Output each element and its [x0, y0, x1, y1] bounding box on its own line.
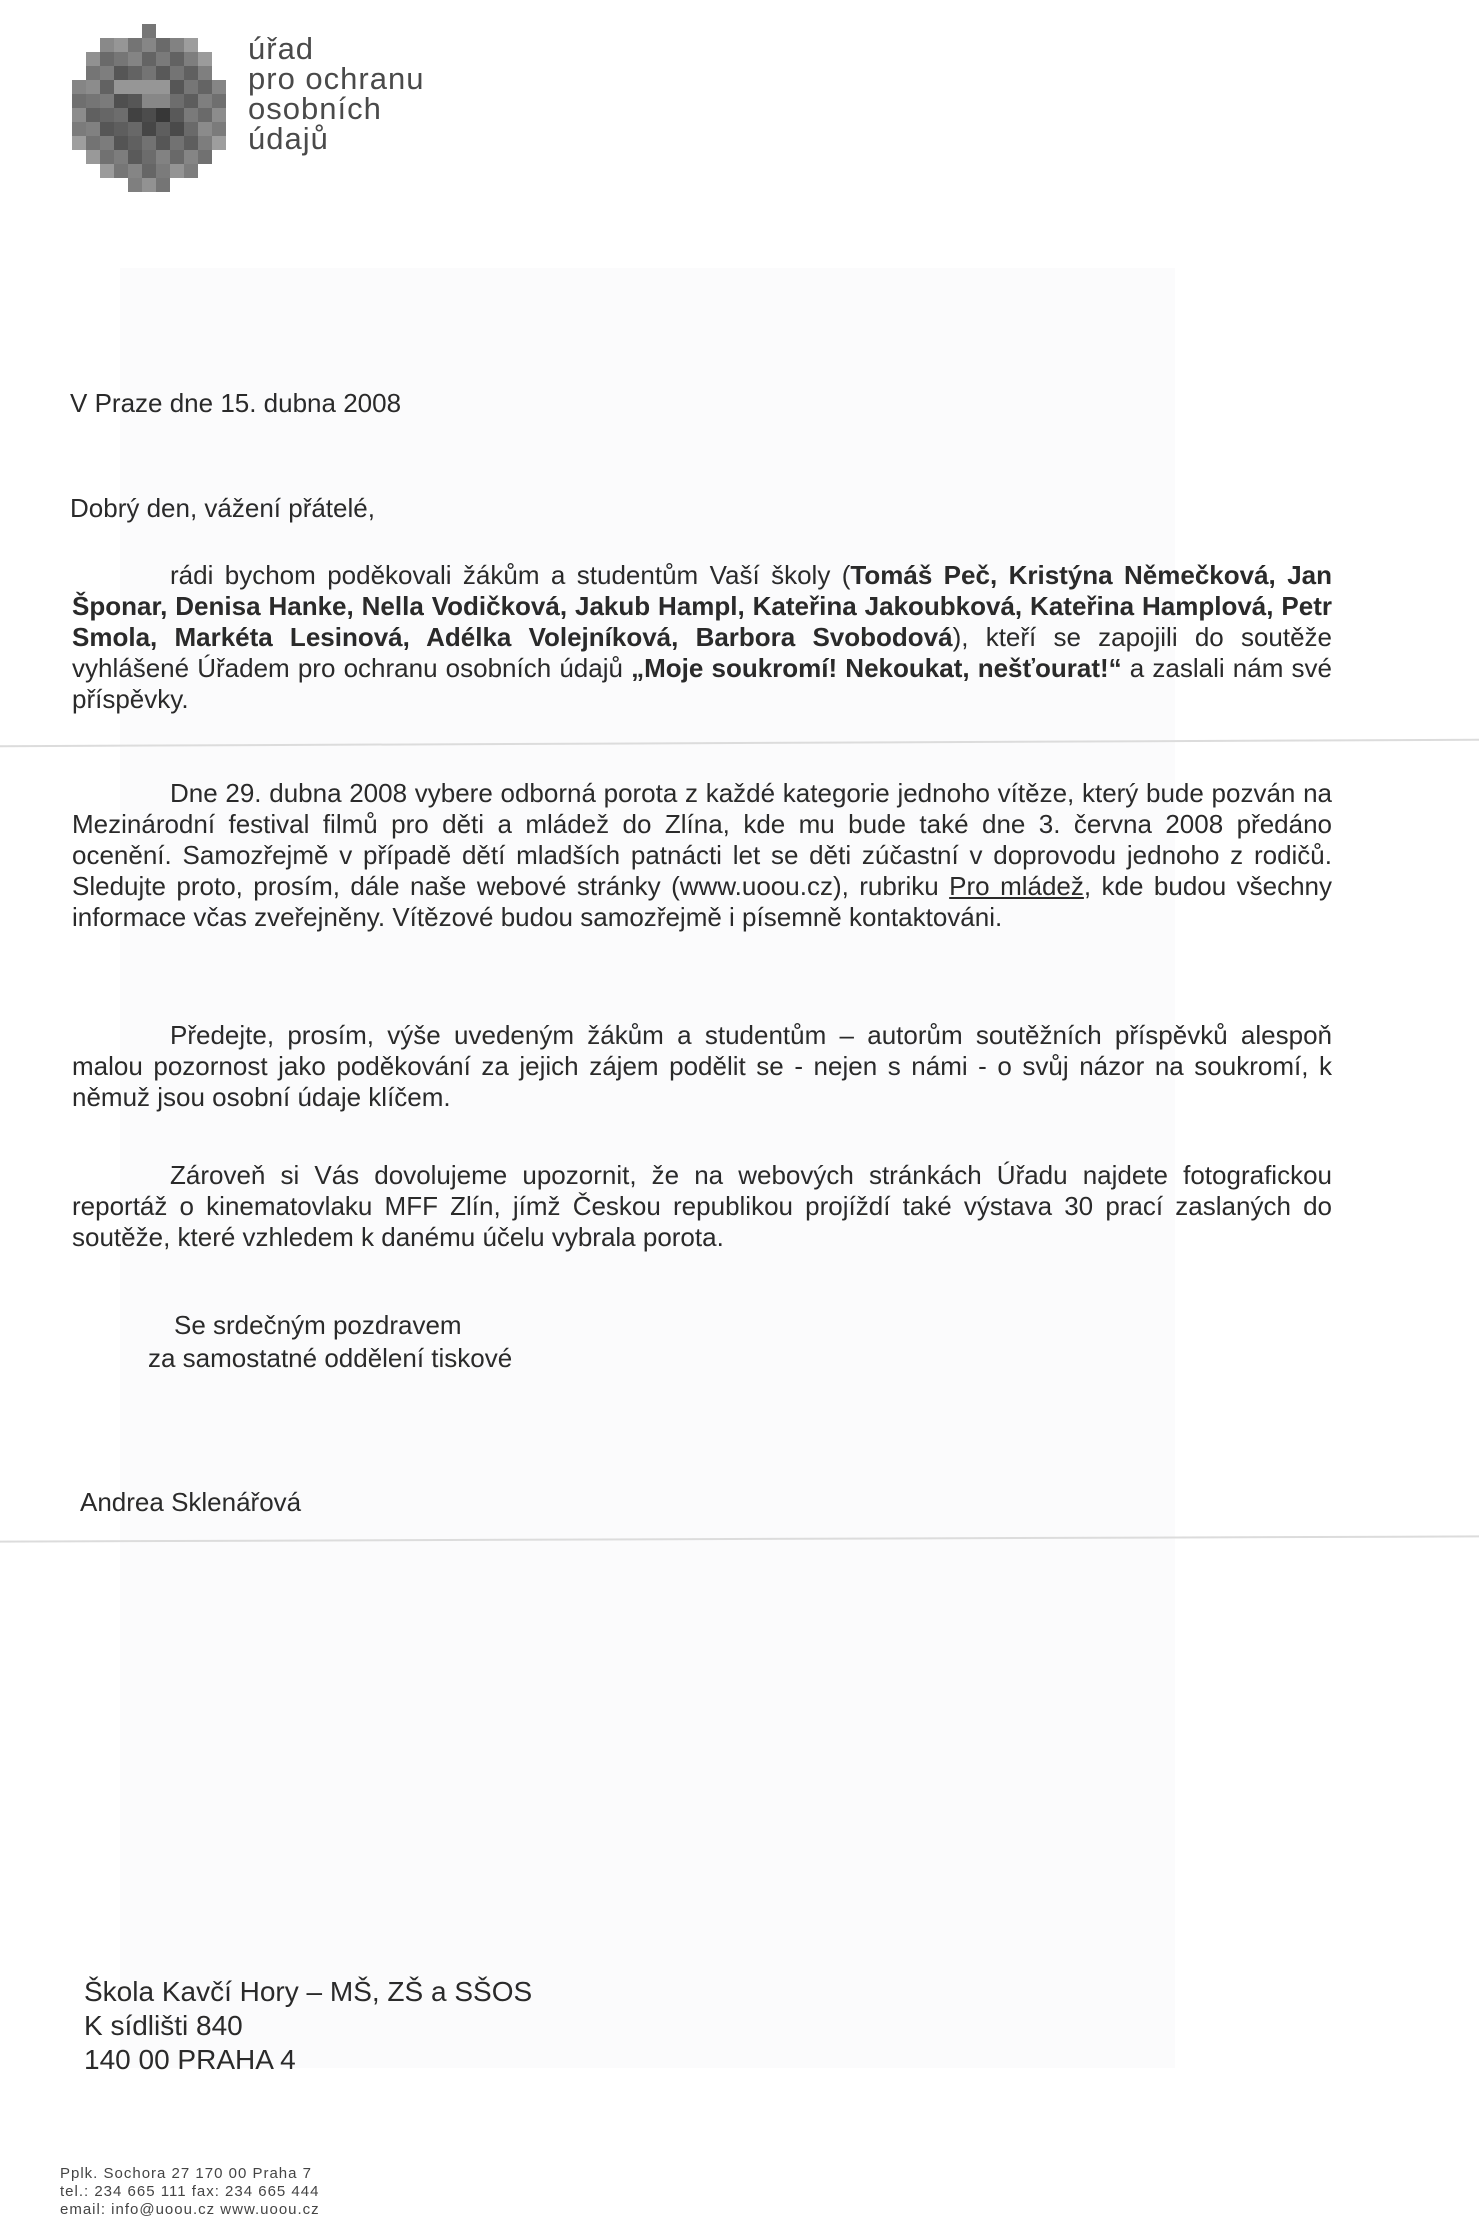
student-names: Tomáš Peč, Kristýna Němečková, Jan Šponar, Denisa Hanke, Nella Vodičková, Jakub Hampl, Kateřina Jakoubková, Kateřina Hamplová, Petr Smola, Markéta Lesinová, Adélka Volejníková, Barbora Svobodová [72, 560, 1332, 652]
closing-department: za samostatné oddělení tiskové [148, 1343, 513, 1373]
office-logo-icon [68, 22, 230, 194]
office-name-line: údajů [248, 121, 329, 156]
paragraph-jury [72, 778, 1332, 933]
paragraph-jury-end: , kde budou všechny informace včas zveřejněny. Vítězové budou samozřejmě i písemně kontaktováni. [72, 871, 1333, 932]
paragraph-thanks [72, 560, 1332, 715]
recipient-address [84, 1975, 532, 2077]
office-name [248, 31, 425, 156]
paragraph-exhibition: Zároveň si Vás dovolujeme upozornit, že na webových stránkách Úřadu najdete fotografickou reportáž o kinematovlaku MFF Zlín, jímž Českou republikou projíždí také výstava 30 prací zaslaných do soutěže, které vzhledem k danému účelu vybrala porota. [72, 1160, 1332, 1252]
office-name-line: úřad [248, 31, 315, 66]
recipient-street: K sídlišti 840 [84, 2010, 243, 2041]
greeting: Dobrý den, vážení přátelé, [70, 493, 375, 523]
footer-address: Pplk. Sochora 27 170 00 Praha 7 [60, 2165, 312, 2182]
date-line: V Praze dne 15. dubna 2008 [70, 388, 402, 418]
youth-section-link: Pro mládež [949, 871, 1084, 901]
paragraph-request: Předejte, prosím, výše uvedeným žákům a studentům – autorům soutěžních příspěvků alespoň malou pozornost jako poděkování za jejich zájem podělit se - nejen s námi - o svůj názor na soukromí, k němuž jsou osobní údaje klíčem. [72, 1020, 1332, 1112]
paragraph-thanks-middle: ), kteří se zapojili do soutěže vyhlášené Úřadem pro ochranu osobních údajů [72, 622, 1333, 683]
footer-phone: tel.: 234 665 111 fax: 234 665 444 [60, 2183, 320, 2200]
footer-contact [60, 2165, 320, 2219]
recipient-city: 140 00 PRAHA 4 [84, 2044, 296, 2075]
contest-name: „Moje soukromí! Nekoukat, nešťourat!“ [631, 653, 1122, 683]
footer-email-web: email: info@uoou.cz www.uoou.cz [60, 2201, 320, 2218]
paragraph-thanks-end: a zaslali nám své příspěvky. [72, 653, 1332, 714]
recipient-name: Škola Kavčí Hory – MŠ, ZŠ a SŠOS [84, 1976, 533, 2007]
office-name-line: osobních [248, 91, 382, 126]
closing-greeting: Se srdečným pozdravem [174, 1310, 462, 1340]
paragraph-jury-text: Dne 29. dubna 2008 vybere odborná porota z každé kategorie jednoho vítěze, který bude pozván na Mezinárodní festival filmů pro děti a mládež do Zlína, kde mu bude také dne 3. června 2008 předáno ocenění. Samozřejmě v případě dětí mladších patnácti let se děti zúčastní v doprovodu jednoho z rodičů. Sledujte proto, prosím, dále naše webové stránky (www.uoou.cz), rubriku [72, 778, 1332, 901]
signature-name: Andrea Sklenářová [80, 1487, 302, 1517]
office-name-line: pro ochranu [248, 61, 425, 96]
paragraph-thanks-lead: rádi bychom poděkovali žákům a studentům Vaší školy ( [170, 560, 851, 590]
